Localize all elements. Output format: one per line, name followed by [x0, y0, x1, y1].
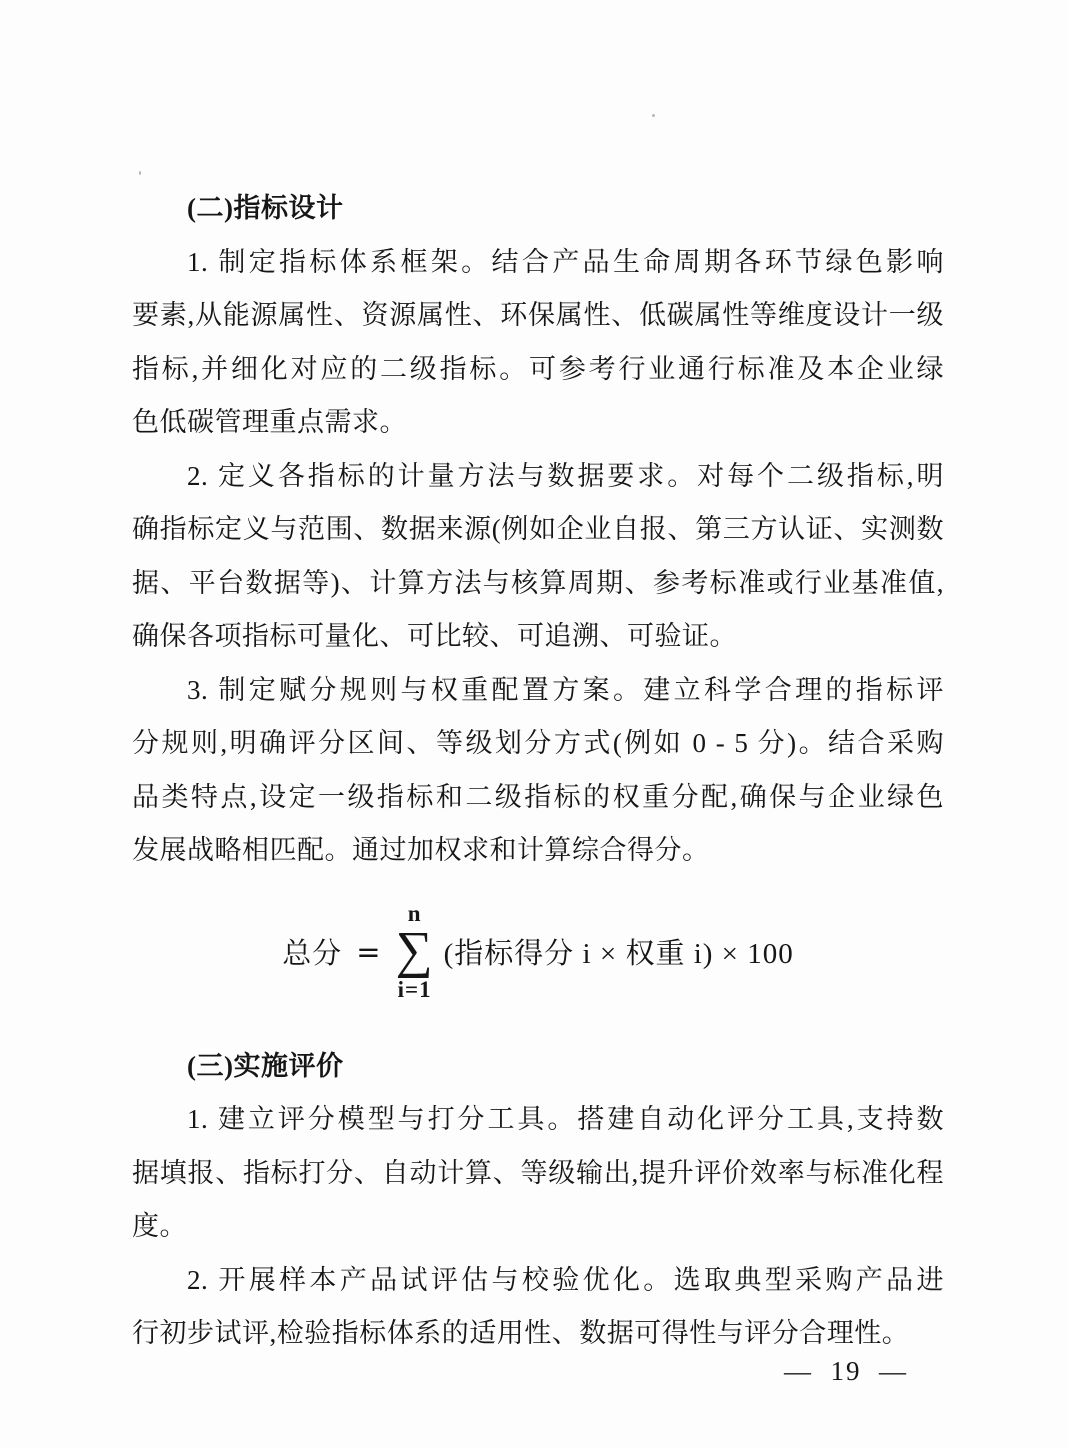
paragraph: [132, 236, 944, 450]
paragraph-line: 3. 制定赋分规则与权重配置方案。建立科学合理的指标评: [187, 674, 944, 705]
paragraph-line: 品类特点,设定一级指标和二级指标的权重分配,确保与企业绿色: [132, 781, 944, 812]
paragraph-line: 确指标定义与范围、数据来源(例如企业自报、第三方认证、实测数: [132, 514, 944, 544]
paragraph: [132, 1093, 944, 1254]
paragraph-line: 指标,并细化对应的二级指标。可参考行业通行标准及本企业绿: [132, 353, 944, 384]
paragraph: [132, 664, 944, 878]
formula-body: (指标得分 i × 权重 i) × 100: [443, 938, 794, 970]
summation: [396, 902, 434, 1000]
paragraph: [132, 450, 944, 664]
score-formula: [132, 878, 944, 1026]
paragraph-line: 2. 定义各指标的计量方法与数据要求。对每个二级指标,明: [187, 460, 944, 491]
page-number: — 19 —: [784, 1356, 908, 1386]
paragraph-line: 分规则,明确评分区间、等级划分方式(例如 0 - 5 分)。结合采购: [132, 728, 944, 758]
paragraph-line: 要素,从能源属性、资源属性、环保属性、低碳属性等维度设计一级: [132, 300, 944, 330]
paragraph-line: 确保各项指标可量化、可比较、可追溯、可验证。: [132, 621, 737, 651]
paragraph-line: 色低碳管理重点需求。: [132, 407, 407, 437]
section-heading: (二)指标设计: [187, 193, 344, 223]
paragraph: [132, 1254, 944, 1361]
sigma-symbol: ∑: [395, 922, 434, 980]
document-body: [132, 182, 944, 1361]
equals-sign: =: [356, 934, 382, 969]
paragraph-line: 度。: [132, 1211, 187, 1241]
paragraph-line: 2. 开展样本产品试评估与校验优化。选取典型采购产品进: [187, 1264, 944, 1295]
formula-lhs: 总分: [282, 938, 343, 970]
sum-lower-limit: i=1: [397, 976, 432, 1002]
paragraph-line: 据填报、指标打分、自动计算、等级输出,提升评价效率与标准化程: [132, 1157, 944, 1188]
paragraph-line: 1. 建立评分模型与打分工具。搭建自动化评分工具,支持数: [187, 1104, 944, 1134]
sum-upper-limit: n: [407, 901, 422, 927]
paragraph-line: 发展战略相匹配。通过加权求和计算综合得分。: [132, 835, 710, 865]
paragraph-line: 1. 制定指标体系框架。结合产品生命周期各环节绿色影响: [187, 246, 944, 277]
paragraph-line: 据、平台数据等)、计算方法与核算周期、参考标准或行业基准值,: [132, 567, 944, 598]
scan-speck: [139, 171, 141, 175]
paragraph-line: 行初步试评,检验指标体系的适用性、数据可得性与评分合理性。: [132, 1318, 910, 1348]
section-heading: (三)实施评价: [187, 1050, 344, 1081]
scan-speck: [652, 114, 655, 117]
